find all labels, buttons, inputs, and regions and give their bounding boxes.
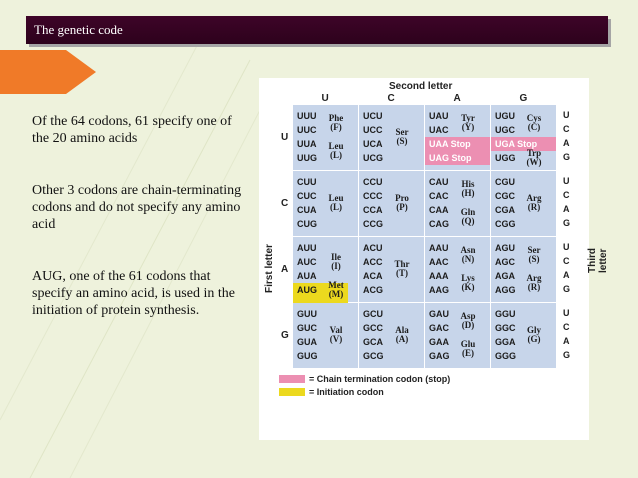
amino-acid-abbr: (R) — [527, 282, 541, 292]
codon-block — [491, 105, 556, 170]
codon: GCU — [363, 309, 383, 319]
codon: AUU — [297, 243, 317, 253]
amino-acid-abbr: (L) — [330, 150, 342, 160]
codon-row — [359, 349, 389, 363]
amino-acid-abbr: (D) — [461, 320, 475, 330]
codon-row — [359, 151, 389, 165]
codon-row — [491, 151, 521, 165]
amino-acid-label — [523, 274, 545, 292]
codon-block — [293, 237, 358, 302]
third-letter-a: A — [563, 138, 570, 148]
amino-acid-abbr: (S) — [528, 254, 540, 264]
codon-block — [491, 237, 556, 302]
codon-row — [359, 255, 389, 269]
row-header-g: G — [281, 329, 289, 341]
initiation-legend-swatch — [279, 388, 305, 396]
codon-block — [491, 303, 556, 368]
amino-acid-name: Glu — [460, 339, 476, 349]
amino-acid-label — [391, 326, 413, 344]
codon-row — [359, 217, 389, 231]
codon-row — [293, 335, 323, 349]
third-letter-g: G — [563, 152, 571, 162]
codon: GAA — [429, 337, 449, 347]
codon: UGU — [495, 111, 515, 121]
amino-acid-name: Leu — [328, 141, 344, 151]
codon: GUC — [297, 323, 317, 333]
codon-row — [293, 269, 323, 283]
codon-block — [359, 171, 424, 236]
amino-acid-name: Arg — [526, 193, 542, 203]
third-letter-a: A — [563, 270, 570, 280]
amino-acid-label — [457, 180, 479, 198]
codon-row — [425, 269, 455, 283]
codon-row — [425, 123, 455, 137]
codon: AAC — [429, 257, 449, 267]
codon-row — [425, 241, 455, 255]
codon-row — [425, 109, 455, 123]
amino-acid-abbr: (T) — [396, 268, 408, 278]
codon-block — [359, 105, 424, 170]
codon-row — [293, 137, 323, 151]
codon-block — [359, 303, 424, 368]
amino-acid-label — [457, 114, 479, 132]
slide-title: The genetic code — [34, 22, 123, 37]
codon-row — [425, 335, 455, 349]
amino-acid-label — [523, 114, 545, 132]
codon: UAG Stop — [429, 153, 472, 163]
third-letter-c: C — [563, 190, 570, 200]
codon: GAU — [429, 309, 449, 319]
amino-acid-name: Val — [329, 325, 343, 335]
codon-row — [491, 241, 521, 255]
codon-block — [293, 105, 358, 170]
codon-row — [359, 307, 389, 321]
codon: CCA — [363, 205, 383, 215]
codon: GUU — [297, 309, 317, 319]
codon-row — [359, 283, 389, 297]
codon: CUU — [297, 177, 317, 187]
bullet-text-1: Of the 64 codons, 61 specify one of the 20 amino acids — [32, 114, 232, 146]
codon-row — [359, 175, 389, 189]
codon: AAG — [429, 285, 449, 295]
amino-acid-name: Arg — [526, 273, 542, 283]
codon-row — [491, 349, 521, 363]
third-letter-u: U — [563, 176, 570, 186]
stop-legend-label: = Chain termination codon (stop) — [309, 374, 451, 384]
codon: CAC — [429, 191, 449, 201]
third-letter-label: Third letter — [587, 248, 609, 273]
codon: UAA Stop — [429, 139, 471, 149]
amino-acid-abbr: (Y) — [461, 122, 475, 132]
codon-row — [359, 269, 389, 283]
codon: AUG — [297, 285, 317, 295]
codon: GCA — [363, 337, 383, 347]
codon: UGC — [495, 125, 515, 135]
stop-legend-swatch — [279, 375, 305, 383]
amino-acid-label — [457, 274, 479, 292]
amino-acid-abbr: (N) — [461, 254, 475, 264]
codon-block — [491, 171, 556, 236]
bullet-text-3: AUG, one of the 61 codons that specify an amino acid, is used in the initiation of protein synthesis. — [32, 269, 235, 318]
codon: AUA — [297, 271, 317, 281]
codon-row — [491, 217, 521, 231]
codon: AUC — [297, 257, 317, 267]
amino-acid-label — [457, 246, 479, 264]
amino-acid-name: Leu — [328, 193, 344, 203]
codon: UUG — [297, 153, 317, 163]
row-header-u: U — [281, 131, 289, 143]
amino-acid-label — [325, 114, 347, 132]
third-letter-c: C — [563, 256, 570, 266]
amino-acid-name: Ile — [331, 252, 341, 262]
codon-row — [425, 189, 455, 203]
codon: UCA — [363, 139, 383, 149]
amino-acid-abbr: (R) — [527, 202, 541, 212]
amino-acid-label — [391, 260, 413, 278]
codon: AGU — [495, 243, 515, 253]
codon-row — [293, 109, 323, 123]
codon-row — [359, 137, 389, 151]
codon: UUA — [297, 139, 317, 149]
codon-row — [425, 321, 455, 335]
codon-row — [293, 241, 323, 255]
amino-acid-abbr: (V) — [329, 334, 343, 344]
codon: ACU — [363, 243, 383, 253]
amino-acid-abbr: (S) — [396, 136, 408, 146]
codon-row — [359, 321, 389, 335]
third-letter-a: A — [563, 204, 570, 214]
codon-row — [425, 255, 455, 269]
amino-acid-label — [325, 326, 347, 344]
codon-row — [425, 175, 455, 189]
codon: UUU — [297, 111, 317, 121]
third-letter-u: U — [563, 308, 570, 318]
codon: CCU — [363, 177, 383, 187]
codon: GCG — [363, 351, 384, 361]
codon-row — [491, 123, 521, 137]
codon-row — [425, 307, 455, 321]
amino-acid-name: His — [461, 179, 475, 189]
codon-row — [425, 137, 490, 151]
amino-acid-label — [391, 194, 413, 212]
third-letter-c: C — [563, 124, 570, 134]
codon-row — [491, 175, 521, 189]
codon: GGG — [495, 351, 517, 361]
codon: ACC — [363, 257, 383, 267]
codon-row — [359, 335, 389, 349]
arrow-decoration — [0, 50, 100, 100]
amino-acid-abbr: (C) — [527, 122, 541, 132]
codon: UGG — [495, 153, 516, 163]
col-header-u: U — [321, 93, 329, 104]
codon: ACA — [363, 271, 383, 281]
col-header-c: C — [387, 93, 395, 104]
amino-acid-name: Ser — [527, 245, 541, 255]
amino-acid-label — [325, 194, 347, 212]
codon: ACG — [363, 285, 383, 295]
third-letter-a: A — [563, 336, 570, 346]
codon: CUA — [297, 205, 317, 215]
codon: GGC — [495, 323, 516, 333]
third-letter-u: U — [563, 242, 570, 252]
row-header-c: C — [281, 197, 289, 209]
codon-row — [293, 217, 323, 231]
amino-acid-name: Lys — [461, 273, 475, 283]
codon: UAC — [429, 125, 449, 135]
codon: UGA Stop — [495, 139, 538, 149]
codon-block — [425, 303, 490, 368]
amino-acid-name: Asp — [460, 311, 476, 321]
amino-acid-label — [325, 142, 347, 160]
amino-acid-name: Gly — [526, 325, 541, 335]
second-letter-label: Second letter — [389, 81, 453, 92]
codon-block — [425, 171, 490, 236]
amino-acid-label — [457, 208, 479, 226]
codon-row — [293, 321, 323, 335]
codon: CGC — [495, 191, 515, 201]
codon-row — [491, 335, 521, 349]
amino-acid-name: Ala — [395, 325, 409, 335]
amino-acid-label — [523, 326, 545, 344]
codon-row — [359, 123, 389, 137]
codon-row — [491, 189, 521, 203]
codon: GAG — [429, 351, 450, 361]
codon: UCU — [363, 111, 383, 121]
amino-acid-abbr: (H) — [461, 188, 475, 198]
codon-row — [359, 189, 389, 203]
amino-acid-label — [457, 340, 479, 358]
first-letter-label: First letter — [264, 244, 275, 293]
codon-row — [293, 307, 323, 321]
codon: GGA — [495, 337, 516, 347]
codon: UCG — [363, 153, 383, 163]
codon-block — [293, 303, 358, 368]
codon: CAU — [429, 177, 449, 187]
amino-acid-label — [325, 281, 347, 299]
codon: AGC — [495, 257, 515, 267]
codon-row — [491, 307, 521, 321]
codon: UUC — [297, 125, 317, 135]
codon: AGG — [495, 285, 516, 295]
amino-acid-label — [457, 312, 479, 330]
amino-acid-name: Tyr — [461, 113, 475, 123]
codon-block — [293, 171, 358, 236]
amino-acid-abbr: (W) — [526, 157, 542, 167]
genetic-code-table — [259, 78, 609, 440]
codon-block — [359, 237, 424, 302]
amino-acid-abbr: (F) — [330, 122, 342, 132]
amino-acid-abbr: (Q) — [461, 216, 475, 226]
amino-acid-name: Met — [328, 280, 344, 290]
codon: GCC — [363, 323, 383, 333]
codon: CUG — [297, 219, 317, 229]
amino-acid-name: Asn — [460, 245, 476, 255]
codon: AAU — [429, 243, 449, 253]
codon-row — [425, 217, 455, 231]
codon-block — [425, 105, 490, 170]
codon: CGU — [495, 177, 515, 187]
codon-row — [425, 283, 455, 297]
codon-row — [293, 255, 323, 269]
slide-title-bar — [26, 16, 608, 44]
third-letter-u: U — [563, 110, 570, 120]
amino-acid-name: Phe — [328, 113, 344, 123]
codon: GUA — [297, 337, 317, 347]
row-header-a: A — [281, 263, 289, 275]
amino-acid-abbr: (A) — [395, 334, 409, 344]
codon: CAG — [429, 219, 449, 229]
codon-row — [293, 349, 323, 363]
codon-row — [425, 349, 455, 363]
col-header-a: A — [453, 93, 461, 104]
codon-block — [425, 237, 490, 302]
codon-row — [359, 109, 389, 123]
third-letter-g: G — [563, 350, 571, 360]
codon: CCC — [363, 191, 383, 201]
codon: GGU — [495, 309, 516, 319]
codon-row — [293, 151, 323, 165]
amino-acid-abbr: (E) — [462, 348, 474, 358]
initiation-legend-label: = Initiation codon — [309, 387, 384, 397]
amino-acid-abbr: (P) — [396, 202, 408, 212]
amino-acid-abbr: (I) — [331, 261, 341, 271]
amino-acid-label — [523, 194, 545, 212]
amino-acid-abbr: (K) — [461, 282, 475, 292]
amino-acid-label — [523, 246, 545, 264]
codon-row — [491, 109, 521, 123]
codon: CGG — [495, 219, 516, 229]
amino-acid-name: Cys — [526, 113, 542, 123]
third-letter-g: G — [563, 284, 571, 294]
codon-row — [293, 189, 323, 203]
codon: UCC — [363, 125, 383, 135]
amino-acid-name: Thr — [394, 259, 410, 269]
codon-row — [491, 321, 521, 335]
codon: UAU — [429, 111, 449, 121]
codon: CCG — [363, 219, 383, 229]
codon-row — [491, 203, 521, 217]
codon-row — [425, 151, 490, 165]
amino-acid-abbr: (M) — [328, 289, 344, 299]
amino-acid-abbr: (L) — [330, 202, 342, 212]
amino-acid-label — [325, 253, 347, 271]
amino-acid-name: Pro — [395, 193, 409, 203]
codon: GAC — [429, 323, 449, 333]
third-letter-c: C — [563, 322, 570, 332]
amino-acid-label — [391, 128, 413, 146]
codon-row — [359, 241, 389, 255]
codon-row — [425, 203, 455, 217]
codon: CUC — [297, 191, 317, 201]
codon-row — [491, 269, 521, 283]
codon-row — [491, 255, 521, 269]
third-letter-g: G — [563, 218, 571, 228]
amino-acid-label — [523, 149, 545, 167]
codon-row — [293, 203, 323, 217]
codon: GUG — [297, 351, 318, 361]
codon-row — [359, 203, 389, 217]
codon: CAA — [429, 205, 449, 215]
amino-acid-name: Gln — [460, 207, 476, 217]
codon: AAA — [429, 271, 449, 281]
codon: CGA — [495, 205, 515, 215]
bullet-text-2: Other 3 codons are chain-terminating codons and do not specify any amino acid — [32, 183, 242, 232]
amino-acid-name: Trp — [526, 148, 542, 158]
codon-row — [293, 175, 323, 189]
codon: AGA — [495, 271, 515, 281]
amino-acid-name: Ser — [395, 127, 409, 137]
codon-row — [491, 283, 521, 297]
codon-row — [293, 123, 323, 137]
col-header-g: G — [519, 93, 528, 104]
amino-acid-abbr: (G) — [527, 334, 541, 344]
